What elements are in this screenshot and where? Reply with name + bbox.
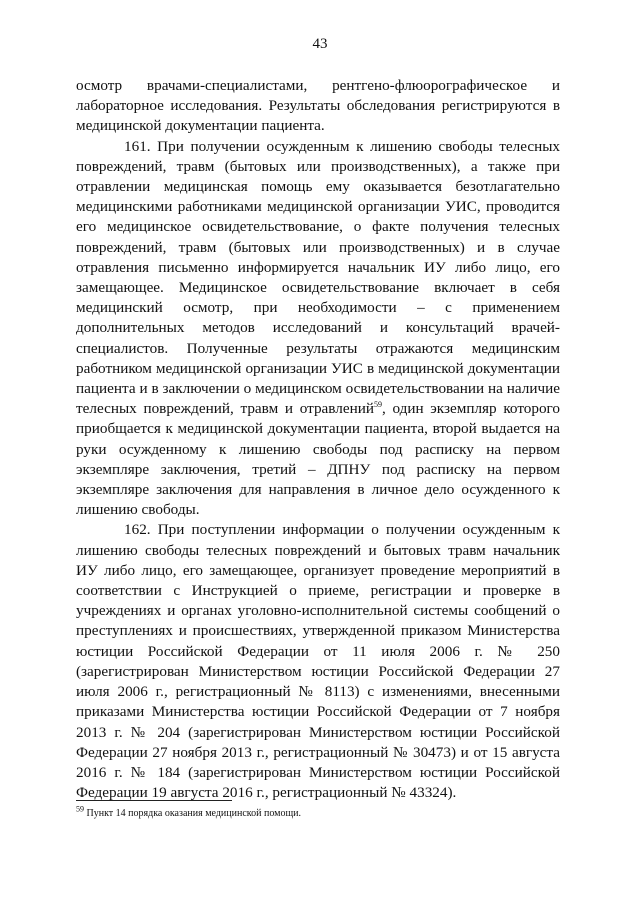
footnote-divider [76,800,232,801]
paragraph-162: 162. При поступлении информации о получении осужденным к лишению свободы телесных повреждений и бытовых травм начальник ИУ либо лицо, его замещающее, организует проведение мероприятий в соответствии с Инструкцией о приеме, регистрации и проверке в учреждениях и органах уголовно-исполнительной системы сообщений о преступлениях и происшествиях, утвержденной приказом Министерства юстиции Российской Федерации от 11 июля 2006 г. № 250 (зарегистрирован Министерством юстиции Российской Федерации 27 июля 2006 г., регистрационный № 8113) с изменениями, внесенными приказами Министерства юстиции Российской Федерации от 7 ноября 2013 г. № 204 (зарегистрирован Министерством юстиции Российской Федерации 27 ноября 2013 г., регистрационный № 30473) и от 15 августа 2016 г. № 184 (зарегистрирован Министерством юстиции Российской Федерации 19 августа 2016 г., регистрационный № 43324). [76,521,560,802]
body-text [76,76,560,803]
footnote-text: Пункт 14 порядка оказания медицинской помощи. [84,808,302,819]
footnote-reference: 59 [373,400,382,410]
page-number: 43 [312,36,328,52]
footnote-marker: 59 [76,804,84,814]
paragraph-161-text-a: 161. При получении осужденным к лишению свободы телесных повреждений, травм (бытовых или производственных), а также при отравлении медицинская помощь ему оказывается безотлагательно медицинскими работниками медицинской организации УИС, проводится его медицинское освидетельствование, о факте получения телесных повреждений, травм (бытовых или производственных) и в случае отравления письменно информируется начальник ИУ либо лицо, его замещающее. Медицинское освидетельствование включает в себя медицинский осмотр, при необходимости – с применением дополнительных методов исследований и консультаций врачей-специалистов. Полученные результаты отражаются медицинским работником медицинской организации УИС в медицинской документации пациента и в заключении о медицинском освидетельствовании на наличие телесных повреждений, травм и отравлений [76,137,560,418]
paragraph-161 [76,137,560,521]
paragraph-161-text-b: , один экземпляр которого приобщается к медицинской документации пациента, второй выдается на руки осужденному к лишению свободы под расписку на первом экземпляре заключения, третий – ДПНУ под расписку на первом экземпляре заключения для направления в личное дело осужденного к лишению свободы. [76,400,560,519]
paragraph-continuation: осмотр врачами-специалистами, рентгено-флюорографическое и лабораторное исследования. Результаты обследования регистрируются в медицинской документации пациента. [76,77,560,135]
footnote [76,804,560,820]
